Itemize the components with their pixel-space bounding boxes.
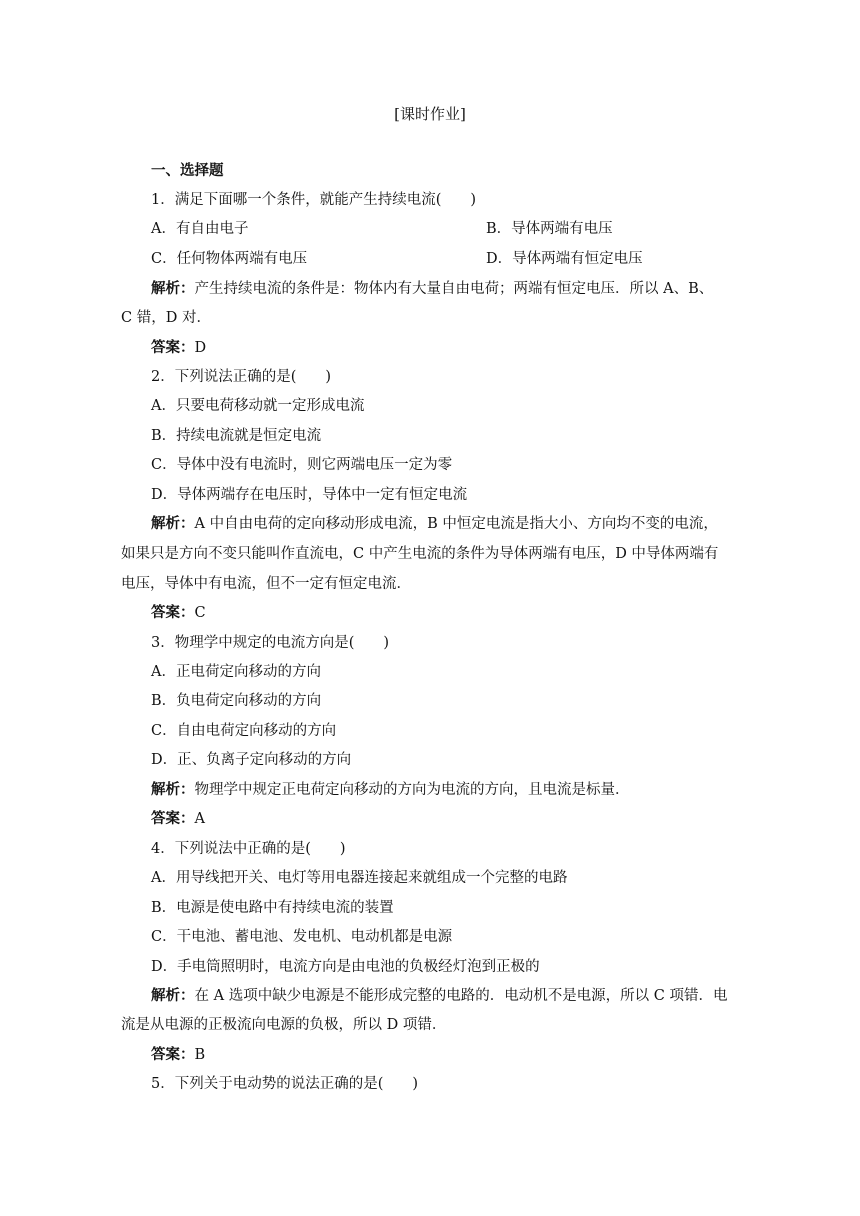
q4-answer xyxy=(151,1044,205,1066)
answer-value: A xyxy=(194,811,205,827)
answer-value: C xyxy=(194,605,206,621)
q4-stem: 4．下列说法中正确的是( ) xyxy=(151,841,346,857)
section-heading: 一、选择题 xyxy=(151,162,224,179)
q1-option-a: A．有自由电子 xyxy=(151,221,249,237)
q2-stem: 2．下列说法正确的是( ) xyxy=(151,369,332,385)
q2-option-d: D．导体两端存在电压时，导体中一定有恒定电流 xyxy=(151,487,468,503)
explanation-text: 产生持续电流的条件是：物体内有大量自由电荷；两端有恒定电压．所以 A、B、 xyxy=(194,281,714,297)
answer-value: B xyxy=(194,1047,206,1063)
q5-stem: 5．下列关于电动势的说法正确的是( ) xyxy=(151,1076,419,1092)
q1-explanation xyxy=(151,278,713,300)
answer-value: D xyxy=(194,340,207,356)
q3-stem: 3．物理学中规定的电流方向是( ) xyxy=(151,635,390,651)
q2-explanation xyxy=(151,513,718,535)
explanation-text: 在 A 选项中缺少电源是不能形成完整的电路的．电动机不是电源，所以 C 项错．电 xyxy=(194,988,728,1004)
answer-label: 答案： xyxy=(151,1046,195,1063)
q1-option-c: C．任何物体两端有电压 xyxy=(151,251,308,267)
q4-option-c: C．干电池、蓄电池、发电机、电动机都是电源 xyxy=(151,929,453,945)
q3-answer xyxy=(151,808,205,830)
explanation-text: 物理学中规定正电荷定向移动的方向为电流的方向，且电流是标量． xyxy=(194,782,630,798)
q2-option-b: B．持续电流就是恒定电流 xyxy=(151,428,322,444)
q4-option-b: B．电源是使电路中有持续电流的装置 xyxy=(151,900,394,916)
page-title: [课时作业] xyxy=(394,105,466,123)
answer-label: 答案： xyxy=(151,604,195,621)
q1-option-b: B．导体两端有电压 xyxy=(486,221,613,237)
q4-option-a: A．用导线把开关、电灯等用电器连接起来就组成一个完整的电路 xyxy=(151,870,568,886)
q3-option-d: D．正、负离子定向移动的方向 xyxy=(151,752,352,768)
q3-option-c: C．自由电荷定向移动的方向 xyxy=(151,723,337,739)
q1-option-d: D．导体两端有恒定电压 xyxy=(486,251,643,267)
q4-explanation-cont: 流是从电源的正极流向电源的负极，所以 D 项错． xyxy=(121,1017,447,1033)
answer-label: 答案： xyxy=(151,339,195,356)
explanation-label: 解析： xyxy=(151,781,195,798)
explanation-label: 解析： xyxy=(151,515,195,532)
q4-explanation xyxy=(151,985,728,1007)
answer-label: 答案： xyxy=(151,810,195,827)
explanation-label: 解析： xyxy=(151,987,195,1004)
q3-option-a: A．正电荷定向移动的方向 xyxy=(151,664,321,680)
q2-explanation-cont: 如果只是方向不变只能叫作直流电，C 中产生电流的条件为导体两端有电压，D 中导体两端有 xyxy=(121,546,719,562)
q1-stem: 1．满足下面哪一个条件，就能产生持续电流( ) xyxy=(151,192,477,208)
q3-explanation xyxy=(151,779,630,801)
q4-option-d: D．手电筒照明时，电流方向是由电池的负极经灯泡到正极的 xyxy=(151,959,540,975)
q2-answer xyxy=(151,602,206,624)
q3-option-b: B．负电荷定向移动的方向 xyxy=(151,693,322,709)
q1-explanation-cont: C 错，D 对． xyxy=(121,310,211,326)
q2-option-c: C．导体中没有电流时，则它两端电压一定为零 xyxy=(151,457,453,473)
explanation-label: 解析： xyxy=(151,280,195,297)
q1-answer xyxy=(151,337,206,359)
q2-option-a: A．只要电荷移动就一定形成电流 xyxy=(151,398,365,414)
q2-explanation-cont: 电压，导体中有电流，但不一定有恒定电流． xyxy=(121,576,411,592)
explanation-text: A 中自由电荷的定向移动形成电流，B 中恒定电流是指大小、方向均不变的电流， xyxy=(194,516,718,532)
